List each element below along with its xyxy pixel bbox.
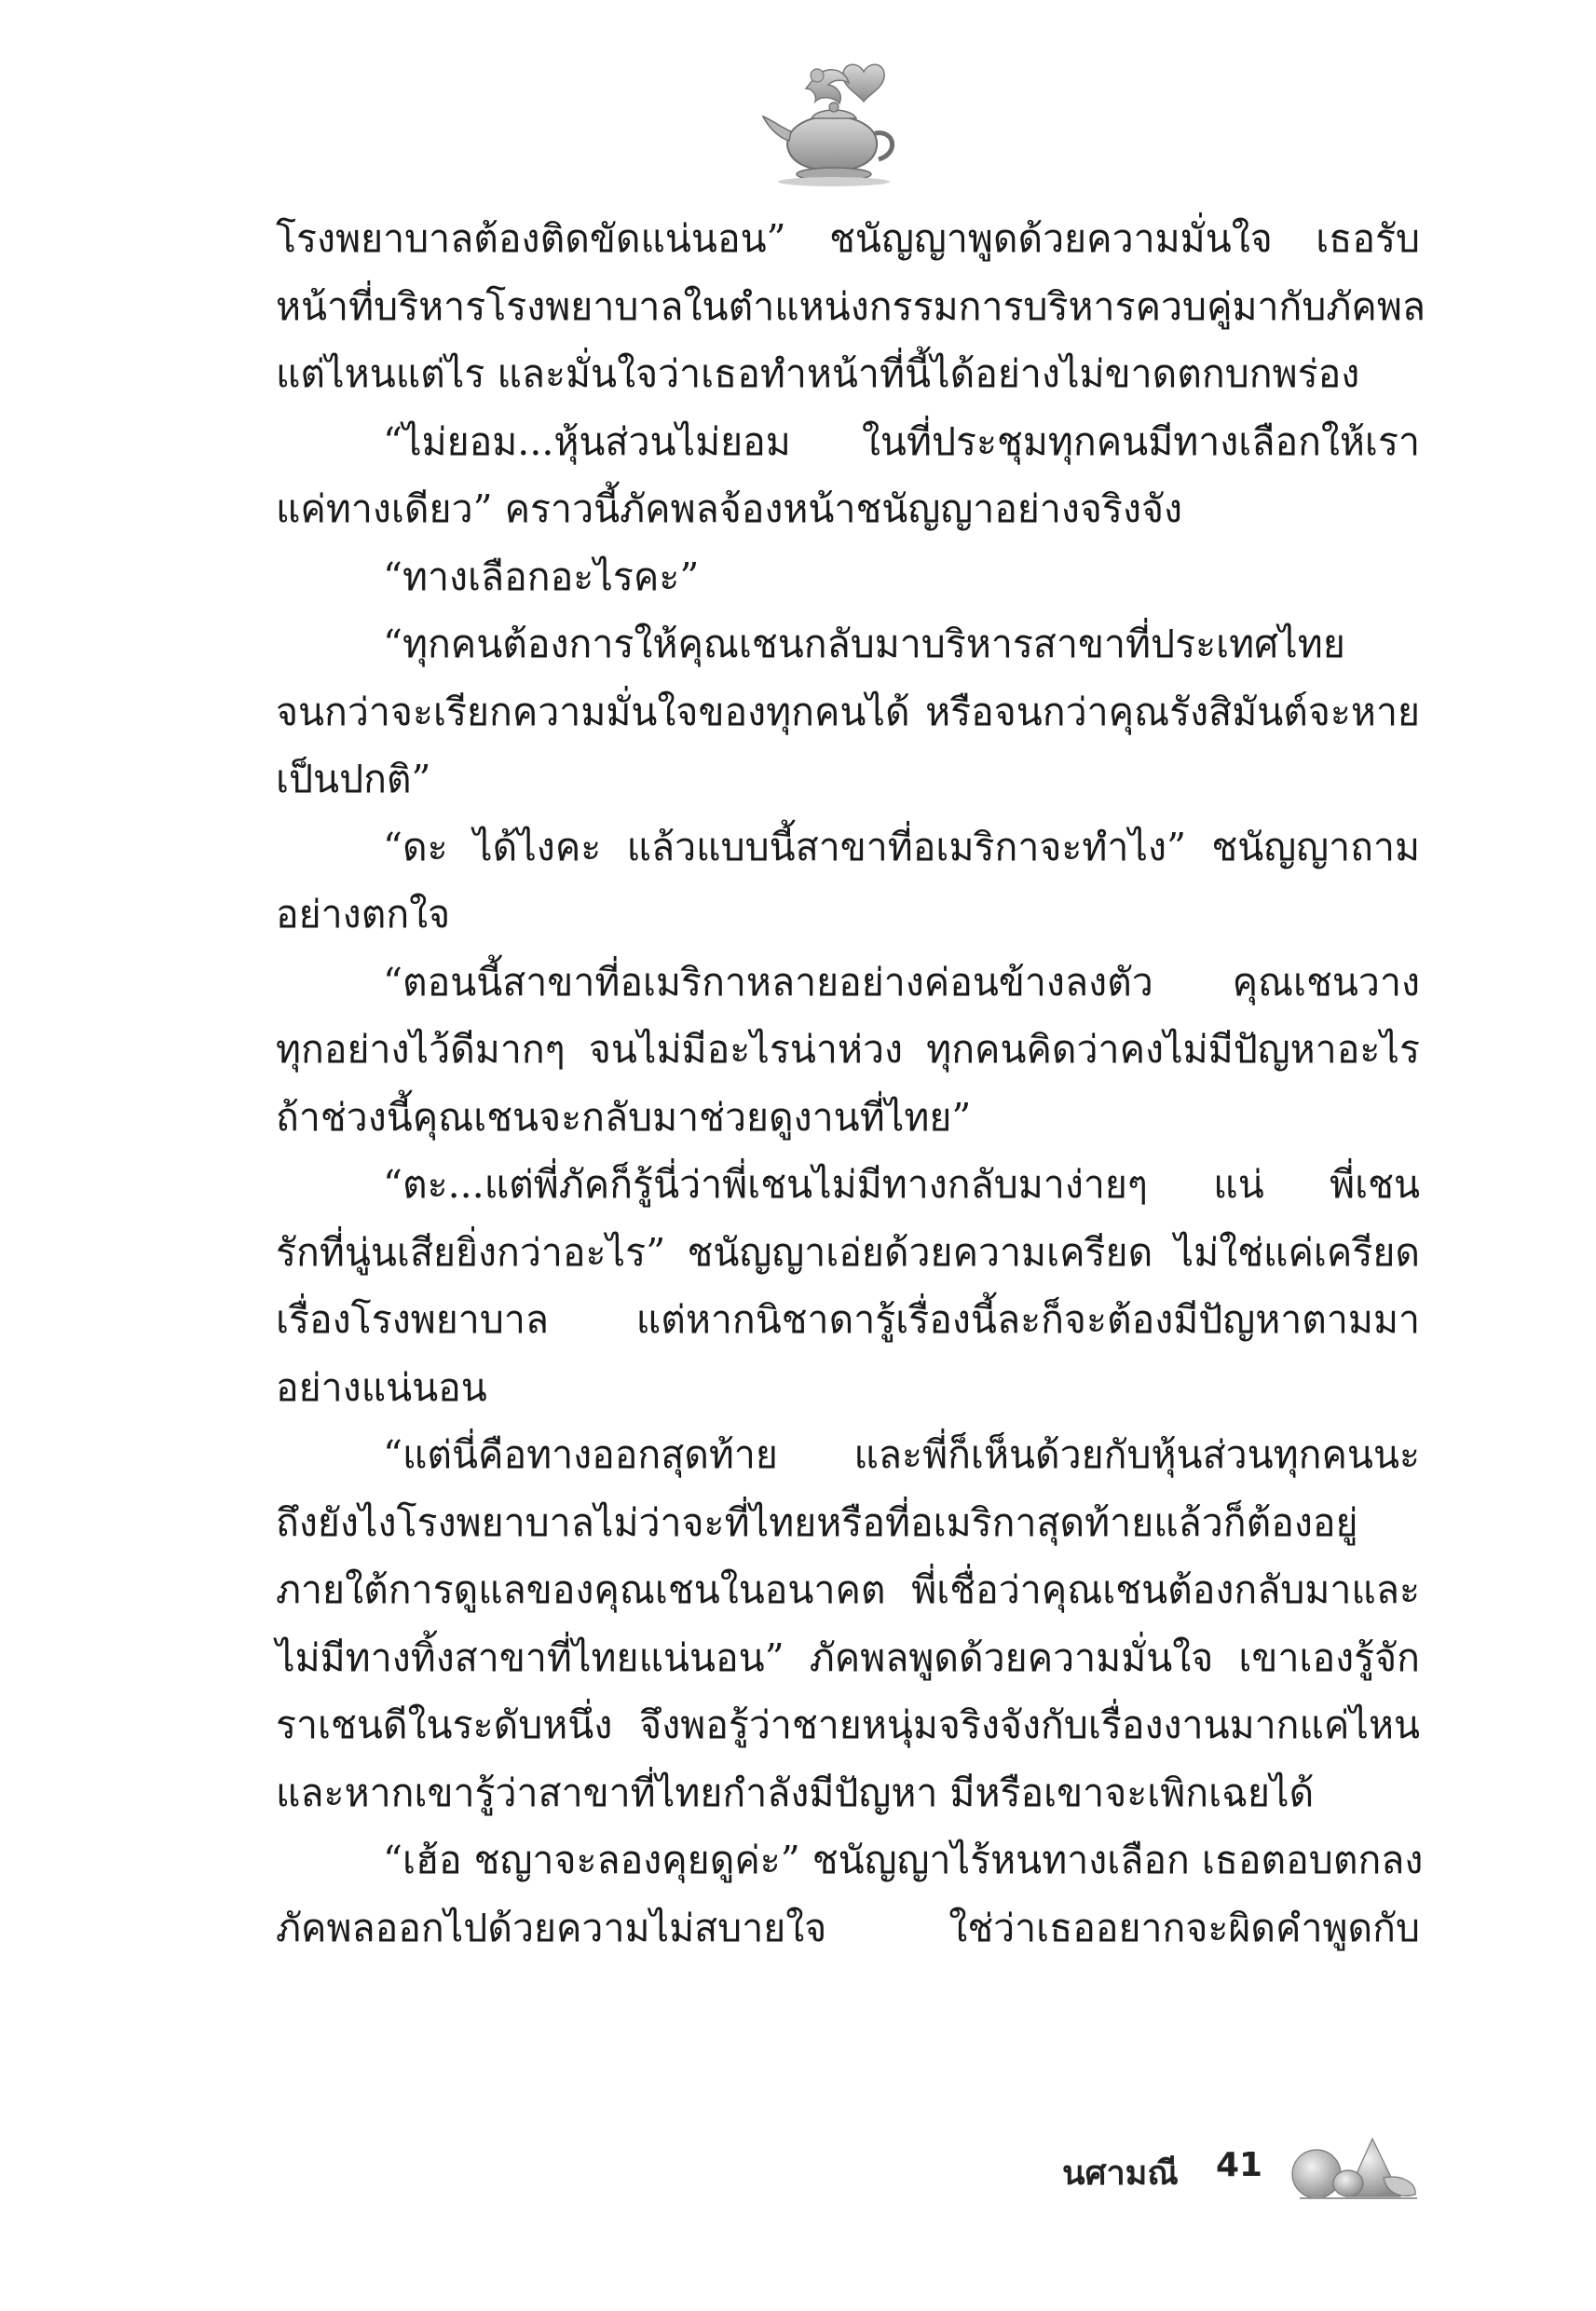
text-line: “ดะ ได้ไงคะ แล้วแบบนี้สาขาที่อเมริกาจะทำไง” ชนัญญาถาม — [383, 824, 1420, 869]
text-line: “ทุกคนต้องการให้คุณเชนกลับมาบริหารสาขาที่ประเทศไทย — [383, 622, 1345, 666]
text-line: เป็นปกติ” — [276, 757, 431, 801]
text-line: โรงพยาบาลต้องติดขัดแน่นอน” ชนัญญาพูดด้วยความมั่นใจ เธอรับ — [276, 216, 1420, 261]
text-line: ภายใต้การดูแลของคุณเชนในอนาคต พี่เชื่อว่าคุณเชนต้องกลับมาและ — [276, 1567, 1420, 1612]
text-line: ภัคพลออกไปด้วยความไม่สบายใจ ใช่ว่าเธออยากจะผิดคำพูดกับ — [276, 1905, 1420, 1950]
text-line: เรื่องโรงพยาบาล แต่หากนิชาดารู้เรื่องนี้ละก็จะต้องมีปัญหาตามมา — [276, 1297, 1420, 1342]
text-line: “เฮ้อ ชญาจะลองคุยดูค่ะ” ชนัญญาไร้หนทางเลือก เธอตอบตกลง — [383, 1838, 1424, 1882]
text-line: ถ้าช่วงนี้คุณเชนจะกลับมาช่วยดูงานที่ไทย” — [276, 1094, 972, 1140]
text-line: “ไม่ยอม...หุ้นส่วนไม่ยอม ในที่ประชุมทุกคนมีทางเลือกให้เรา — [383, 418, 1420, 464]
text-line: “ตะ...แต่พี่ภัคก็รู้นี่ว่าพี่เชนไม่มีทางกลับมาง่ายๆ แน่ พี่เชน — [383, 1162, 1420, 1207]
fruit-still-life-ornament-icon — [1281, 2129, 1421, 2204]
text-line: “ทางเลือกอะไรคะ” — [383, 554, 700, 599]
text-line: อย่างตกใจ — [276, 892, 451, 937]
page-number: 41 — [1216, 2146, 1263, 2184]
text-line: รักที่นู่นเสียยิ่งกว่าอะไร” ชนัญญาเอ่ยด้วยความเครียด ไม่ใช่แค่เครียด — [276, 1229, 1420, 1275]
book-title: นศามณี — [1062, 2154, 1179, 2193]
text-line: หน้าที่บริหารโรงพยาบาลในตำแหน่งกรรมการบริหารควบคู่มากับภัคพล — [276, 283, 1426, 329]
text-line: ถึงยังไงโรงพยาบาลไม่ว่าจะที่ไทยหรือที่อเมริกาสุดท้ายแล้วก็ต้องอยู่ — [276, 1499, 1358, 1545]
teapot-cupid-ornament-icon — [759, 51, 908, 191]
text-line: แต่ไหนแต่ไร และมั่นใจว่าเธอทำหน้าที่นี้ได้อย่างไม่ขาดตกบกพร่อง — [276, 351, 1360, 396]
text-line: จนกว่าจะเรียกความมั่นใจของทุกคนได้ หรือจนกว่าคุณรังสิมันต์จะหาย — [276, 689, 1420, 734]
text-line: ไม่มีทางทิ้งสาขาที่ไทยแน่นอน” ภัคพลพูดด้วยความมั่นใจ เขาเองรู้จัก — [276, 1634, 1420, 1680]
text-line: “แต่นี่คือทางออกสุดท้าย และพี่ก็เห็นด้วยกับหุ้นส่วนทุกคนนะ — [383, 1432, 1420, 1477]
text-line: ราเชนดีในระดับหนึ่ง จึงพอรู้ว่าชายหนุ่มจริงจังกับเรื่องงานมากแค่ไหน — [276, 1702, 1420, 1747]
text-line: “ตอนนี้สาขาที่อเมริกาหลายอย่างค่อนข้างลงตัว คุณเชนวาง — [383, 959, 1420, 1005]
text-line: อย่างแน่นอน — [276, 1364, 487, 1410]
text-line: ทุกอย่างไว้ดีมากๆ จนไม่มีอะไรน่าห่วง ทุกคนคิดว่าคงไม่มีปัญหาอะไร — [276, 1027, 1420, 1072]
text-line: และหากเขารู้ว่าสาขาที่ไทยกำลังมีปัญหา มีหรือเขาจะเพิกเฉยได้ — [276, 1770, 1315, 1815]
body-text — [276, 205, 1426, 1962]
text-line: แค่ทางเดียว” คราวนี้ภัคพลจ้องหน้าชนัญญาอย่างจริงจัง — [276, 486, 1183, 531]
page-footer — [1062, 2129, 1435, 2213]
